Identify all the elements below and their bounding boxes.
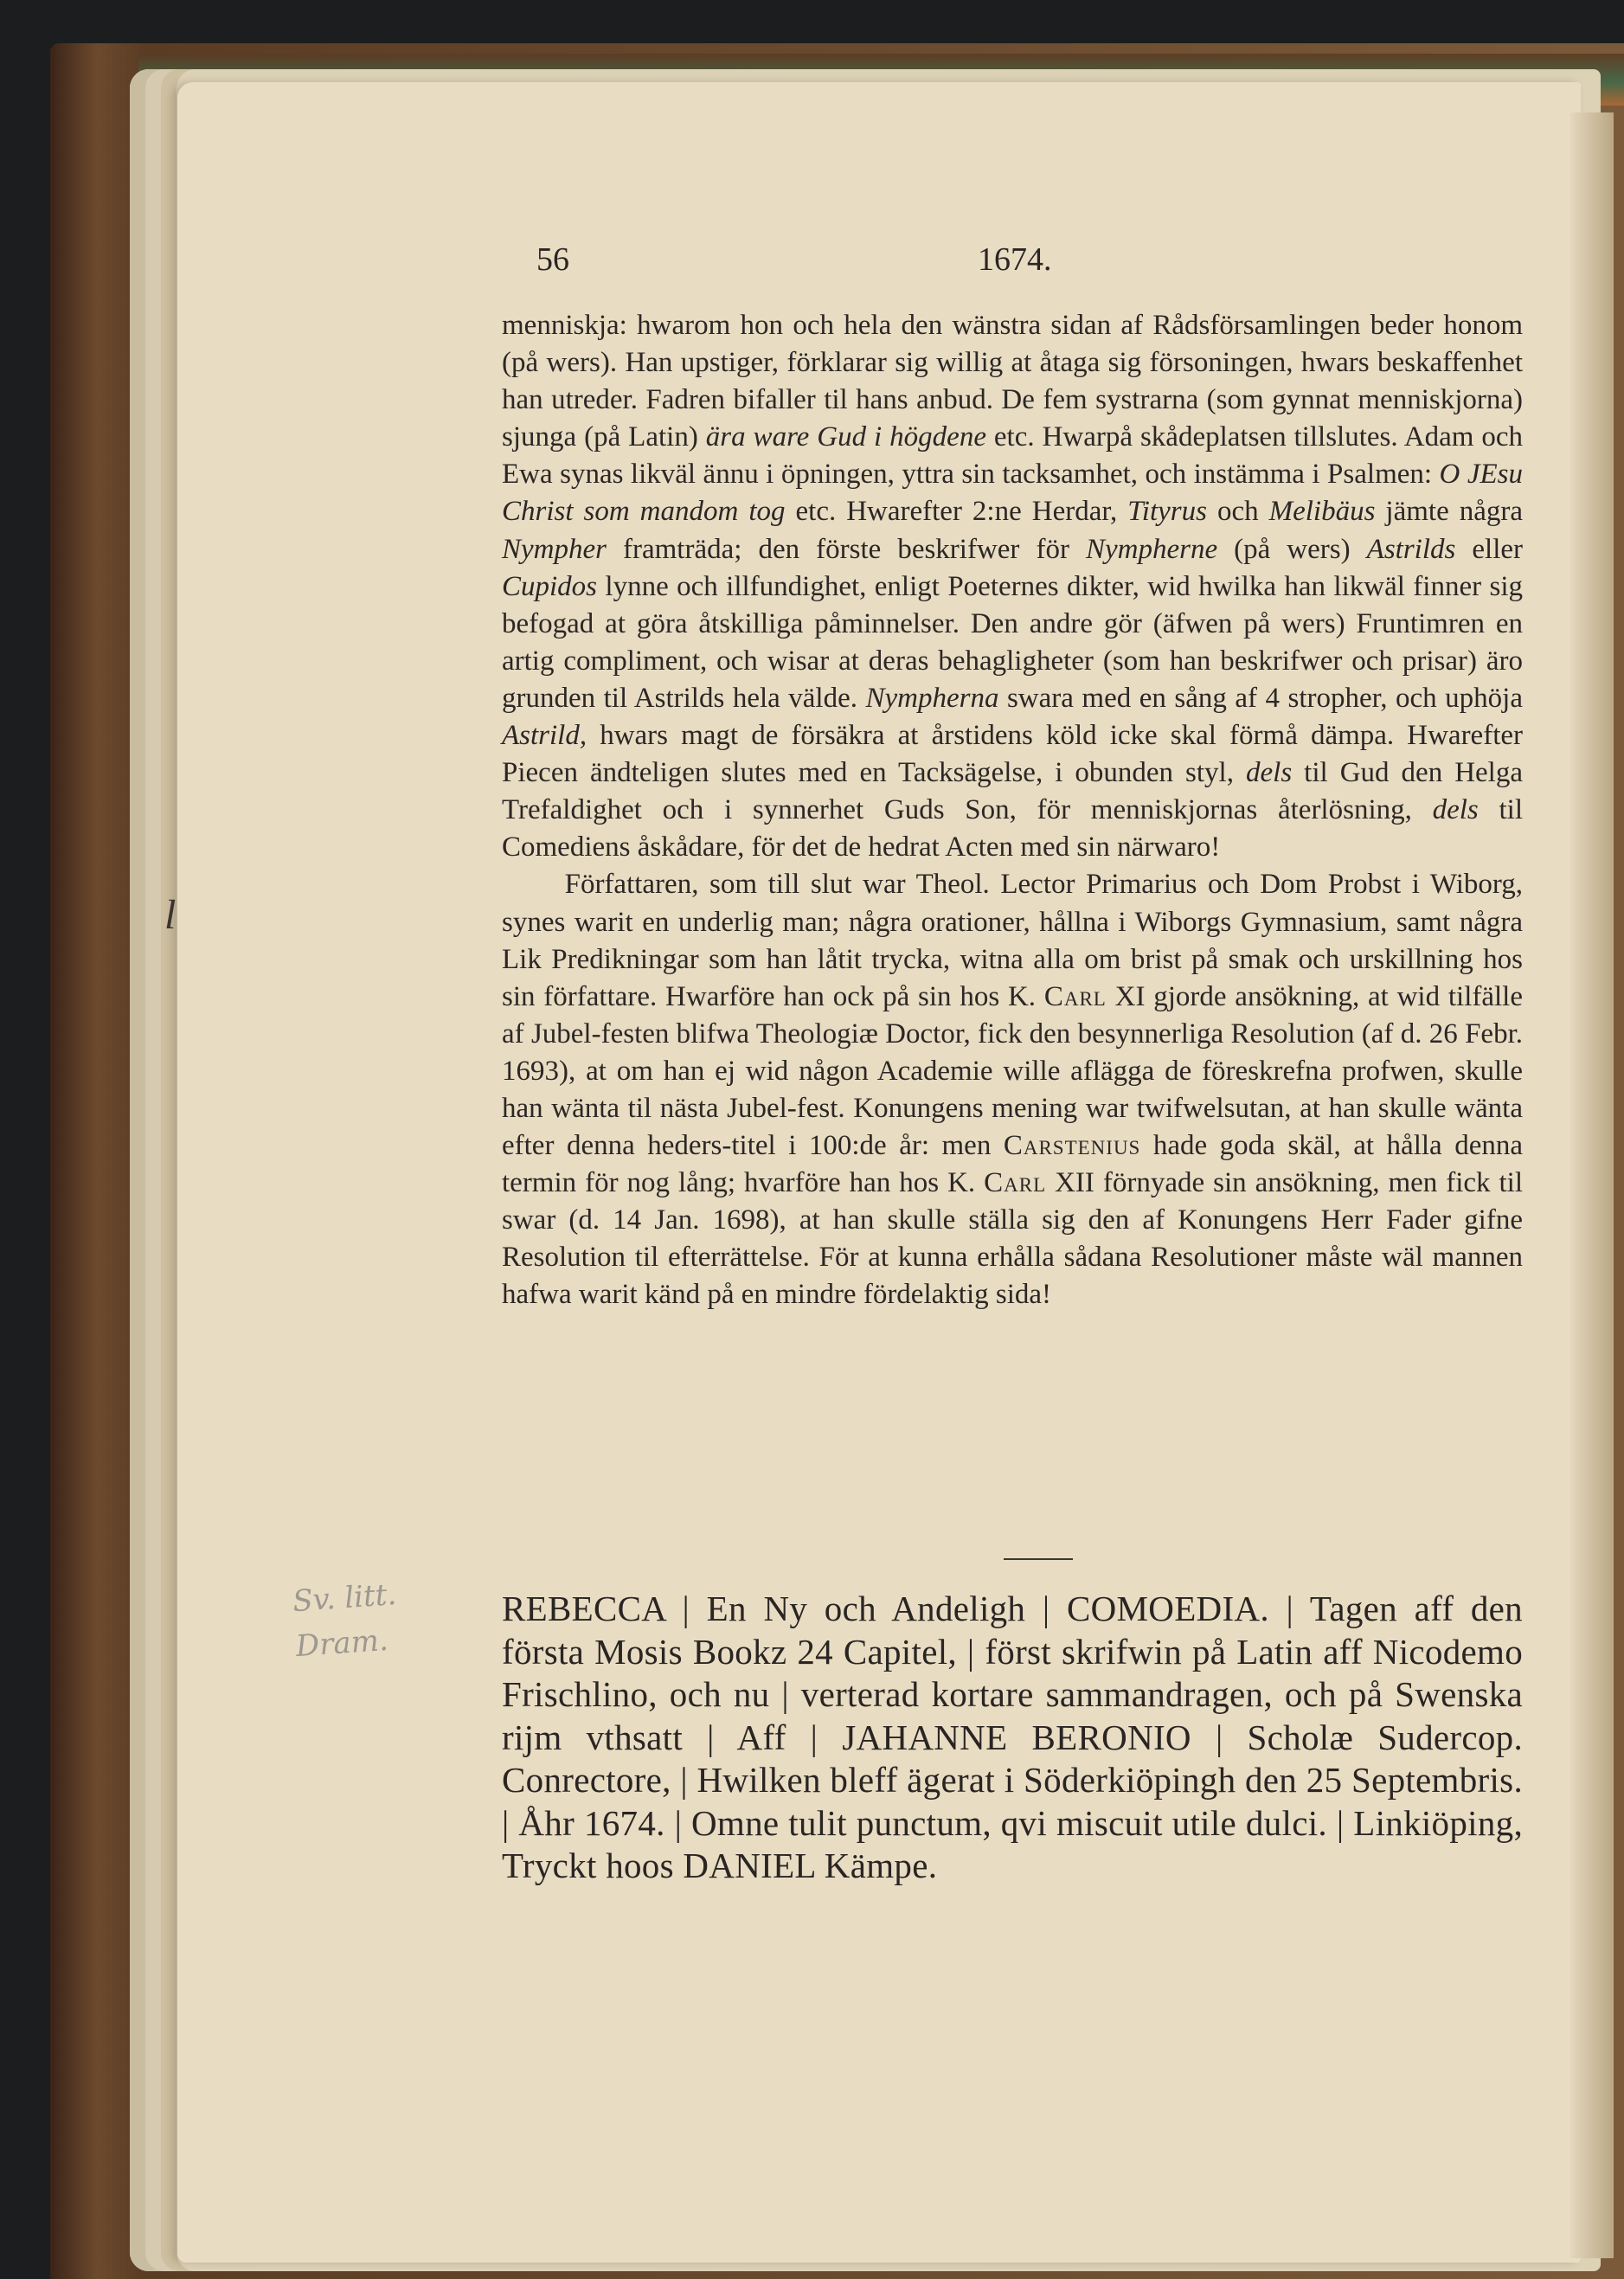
page-number: 56 <box>536 241 569 278</box>
margin-note-line: Dram. <box>294 1622 389 1665</box>
margin-note-line: Sv. litt. <box>291 1576 398 1620</box>
running-title-year: 1674. <box>978 241 1052 278</box>
page-edge <box>1570 112 1614 2258</box>
paragraph: Författaren, som till slut war Theol. Lector Primarius och Dom Probst i Wiborg, synes warit en underlig man; några orationer, hållna i Wiborgs Gymnasium, samt några Lik Predikningar som han låtit trycka, witna alla om brist på smak och urskillning hos sin författare. Hwarföre han ock på sin hos K. Carl XI gjorde ansökning, at wid tilfälle af Jubel-festen blifwa Theologiæ Doctor, fick den besynnerliga Resolution (af d. 26 Febr. 1693), at om han ej wid någon Academie wille aflägga de föreskrefna profwen, skulle han wänta til nästa Jubel-fest. Konungens mening war twifwelsutan, at han skulle wänta efter denna heders-titel i 100:de år: men Carstenius hade goda skäl, at hålla denna termin för nog lång; hvarföre han hos K. Carl XII förnyade sin ansökning, men fick til swar (d. 14 Jan. 1698), at han skulle ställa sig den af Konungens Herr Fader gifne Resolution til efterrättelse. För at kunna erhålla sådana Resolutioner måste wäl mannen hafwa warit känd på en mindre fördelaktig sida! <box>502 869 1523 1311</box>
section-divider <box>1004 1558 1073 1560</box>
margin-pencil-mark: l <box>164 892 177 938</box>
running-header <box>536 241 1056 280</box>
imprint-text: REBECCA | En Ny och Andeligh | COMOEDIA. | Tagen aff den första Mosis Bookz 24 Capitel, | först skrifwin på Latin aff Nicodemo Frischlino, och nu | verterad kortare sammandragen, och på Swenska rijm vthsatt | Aff | JAHANNE BERONIO | Scholæ Sudercop. Conrectore, | Hwilken bleff ägerat i Söderkiöpingh den 25 Septembris. | Åhr 1674. | Omne tulit punctum, qvi miscuit utile dulci. | Linkiöping, Tryckt hoos DANIEL Kämpe. <box>502 1589 1523 1885</box>
handwritten-margin-note <box>292 1570 427 1669</box>
paragraph: menniskja: hwarom hon och hela den wänstra sidan af Rådsförsamlingen beder honom (på wers). Han upstiger, förklarar sig willig at åtaga sig försoningen, hwars beskaffenhet han utreder. Fadren bifaller til hans anbud. De fem systrarna (som gynnat menniskjorna) sjunga (på Latin) ära ware Gud i högdene etc. Hwarpå skådeplatsen tillslutes. Adam och Ewa synas likväl ännu i öpningen, yttra sin tacksamhet, och instämma i Psalmen: O JEsu Christ som mandom tog etc. Hwarefter 2:ne Herdar, Tityrus och Melibäus jämte några Nympher framträda; den förste beskrifwer för Nympherne (på wers) Astrilds eller Cupidos lynne och illfundighet, enligt Poeternes dikter, wid hwilka han likwäl finner sig befogad at göra åtskilliga påminnelser. Den andre gör (äfwen på wers) Fruntimren en artig compliment, och wisar at deras behagligheter (som han beskrifwer och prisar) äro grunden til Astrilds hela välde. Nympherna swara med en sång af 4 stropher, och uphöja Astrild, hwars magt de försäkra at årstidens köld icke skal förmå dämpa. Hwarefter Piecen ändteligen slutes med en Tacksägelse, i obunden styl, dels til Gud den Helga Trefaldighet och i synnerhet Guds Son, för menniskjornas återlösning, dels til Comediens åskådare, för det de hedrat Acten med sin närwaro! <box>502 310 1524 863</box>
title-imprint <box>502 1588 1523 1888</box>
body-text <box>502 307 1523 1314</box>
